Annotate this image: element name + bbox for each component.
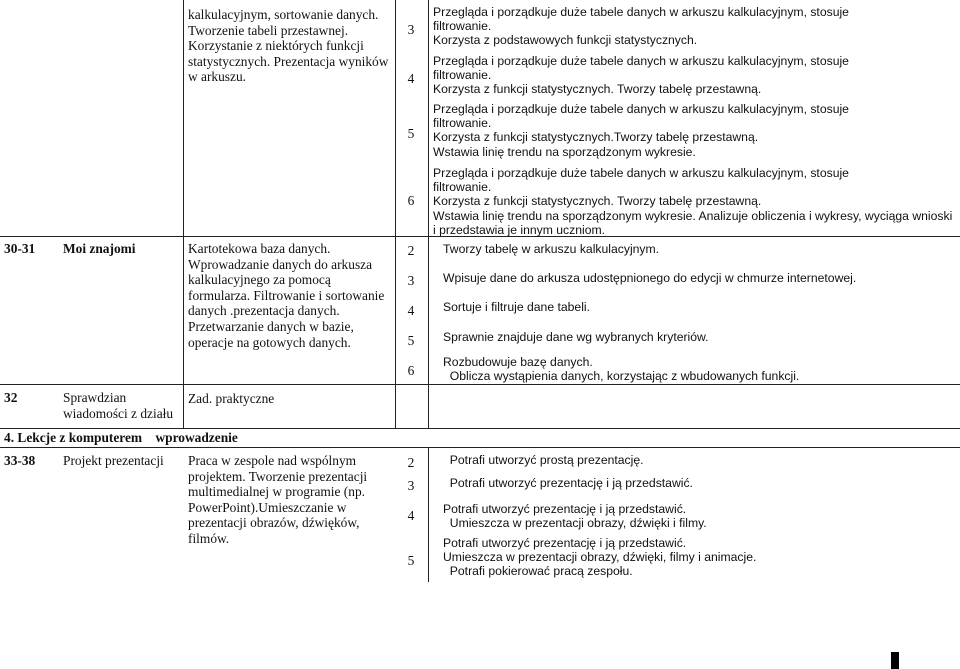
grade-number: 4: [407, 71, 415, 86]
grade-number: 5: [407, 553, 415, 568]
requirement-block: Przegląda i porządkuje duże tabele danych w arkuszu kalkulacyjnym, stosuje filtrowanie. Korzysta z funkcji statystycznych. Tworzy tabelę przestawną. Wstawia linię trendu na sporządzonym wykresie. Analizuje obliczenia i wykresy, wyciąga wnioski i przedstawia je innym uczniom.: [433, 166, 953, 237]
requirement-block: Potrafi utworzyć prezentację i ją przedstawić. Umieszcza w prezentacji obrazy, dźwięki, filmy i animacje. Potrafi pokierować pracą zespołu.: [443, 536, 757, 579]
topic-line: kalkulacyjnym, sortowanie danych.: [188, 7, 379, 22]
requirement-text: Tworzy tabelę w arkuszu kalkulacyjnym.: [443, 242, 660, 256]
col-divider-left: [183, 0, 184, 428]
grade-number: 2: [407, 243, 415, 258]
requirement-text: Sortuje i filtruje dane tabeli.: [443, 300, 591, 314]
scan-mark: [891, 652, 899, 669]
topic-line: Tworzenie tabeli przestawnej.: [188, 22, 349, 38]
lesson-title: Sprawdzian wiadomości z działu: [63, 390, 174, 421]
requirement-block: Przegląda i porządkuje duże tabele danych w arkuszu kalkulacyjnym, stosuje filtrowanie. Korzysta z podstawowych funkcji statystycznych.: [433, 5, 849, 48]
grade-number: 3: [407, 478, 415, 493]
lesson-number: 30-31: [4, 241, 36, 256]
lesson-topic: Zad. praktyczne: [188, 391, 275, 406]
section-heading: 4. Lekcje z komputerem wprowadzenie: [4, 430, 238, 445]
grade-number: 3: [407, 22, 415, 37]
requirement-text: Potrafi utworzyć prostą prezentację.: [443, 453, 644, 467]
grade-number: 4: [407, 508, 415, 523]
grade-number: 6: [407, 193, 415, 208]
col-divider-grade-top: [428, 0, 429, 428]
section-divider-bottom: [0, 447, 960, 448]
grade-number: 5: [407, 333, 415, 348]
top-topic: [188, 7, 388, 85]
grade-number: 4: [407, 303, 415, 318]
requirement-block: Rozbudowuje bazę danych. Oblicza wystąpienia danych, korzystając z wbudowanych funkcji.: [443, 355, 800, 384]
lesson-topic: Kartotekowa baza danych. Wprowadzanie danych do arkusza kalkulacyjnego za pomocą formularza. Filtrowanie i sortowanie danych .prezentacja danych. Przetwarzanie danych w bazie, operacje na gotowych danych.: [188, 241, 385, 350]
grade-number: 6: [407, 363, 415, 378]
requirement-text: Sprawnie znajduje dane wg wybranych kryteriów.: [443, 330, 709, 344]
requirement-block: Przegląda i porządkuje duże tabele danych w arkuszu kalkulacyjnym, stosuje filtrowanie. Korzysta z funkcji statystycznych.Tworzy tabelę przestawną. Wstawia linię trendu na sporządzonym wykresie.: [433, 102, 849, 159]
grade-number: 2: [407, 455, 415, 470]
requirement-text: Wpisuje dane do arkusza udostępnionego do edycji w chmurze internetowej.: [443, 271, 857, 285]
topic-line: Korzystanie z niektórych funkcji: [188, 38, 364, 54]
requirement-text: Potrafi utworzyć prezentację i ją przedstawić.: [443, 476, 693, 490]
topic-line: statystycznych. Prezentacja wyników: [188, 53, 389, 69]
col-divider-grade-bottom: [428, 447, 429, 582]
topic-line: w arkuszu.: [188, 69, 247, 85]
col-divider-topic-top: [395, 0, 396, 428]
lesson-title: Projekt prezentacji: [63, 453, 164, 468]
lesson-number: 33-38: [4, 453, 36, 468]
section-divider-top: [0, 428, 960, 429]
lesson-title: Moi znajomi: [63, 241, 136, 256]
grade-number: 5: [407, 126, 415, 141]
row-divider-2: [0, 384, 960, 385]
lesson-topic: Praca w zespole nad wspólnym projektem. Tworzenie prezentacji multimedialnej w programie (np. PowerPoint).Umieszczanie w prezentacji obrazów, dźwięków, filmów.: [188, 453, 368, 546]
grade-number: 3: [407, 273, 415, 288]
lesson-number: 32: [4, 390, 18, 405]
requirement-block: Przegląda i porządkuje duże tabele danych w arkuszu kalkulacyjnym, stosuje filtrowanie. Korzysta z funkcji statystycznych. Tworzy tabelę przestawną.: [433, 54, 849, 97]
requirement-block: Potrafi utworzyć prezentację i ją przedstawić. Umieszcza w prezentacji obrazy, dźwięki i filmy.: [443, 502, 707, 531]
